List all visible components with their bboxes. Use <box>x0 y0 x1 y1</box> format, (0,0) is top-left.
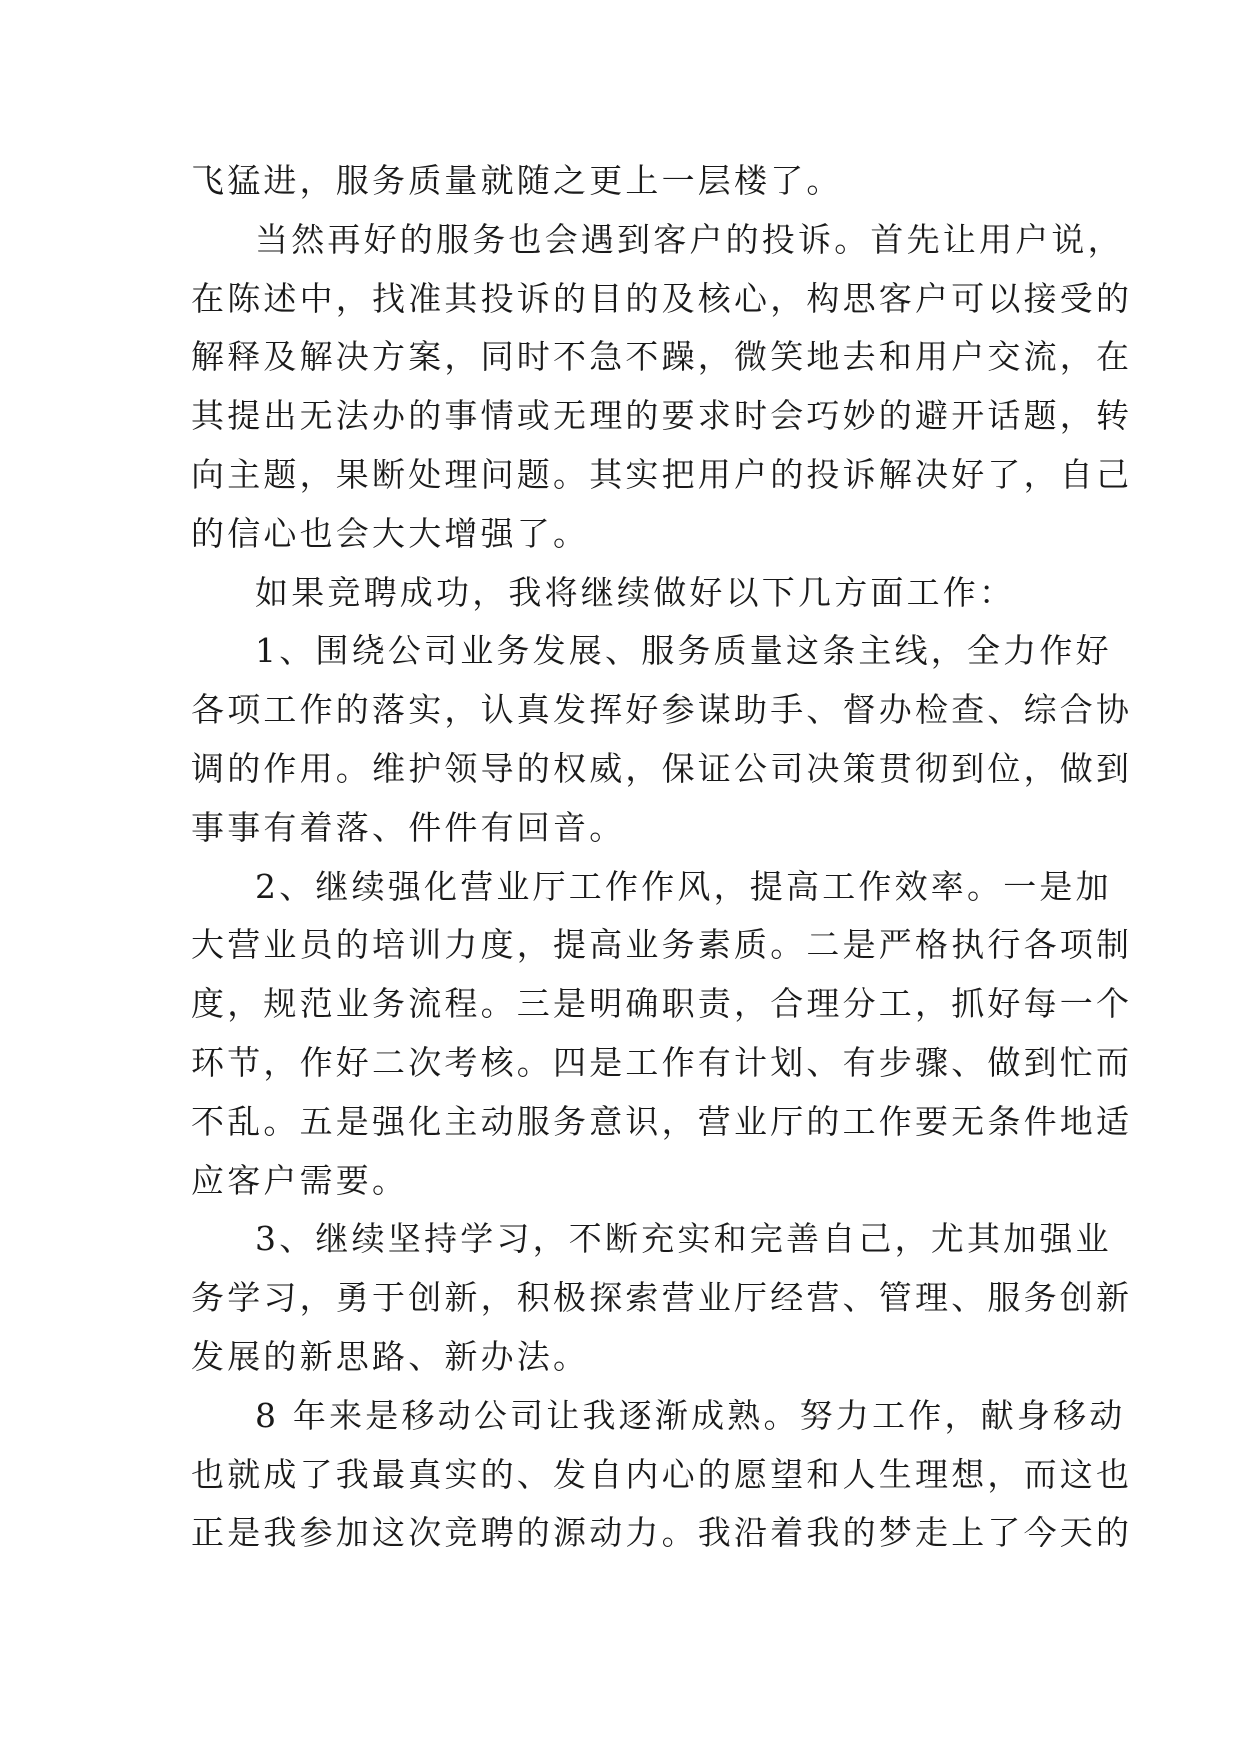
body-text <box>191 152 1133 1563</box>
text-line: 大营业员的培训力度，提高业务素质。二是严格执行各项制 <box>191 925 1133 965</box>
text-line: 务学习，勇于创新，积极探索营业厅经营、管理、服务创新 <box>191 1278 1133 1318</box>
text-line: 当然再好的服务也会遇到客户的投诉。首先让用户说， <box>255 219 1124 259</box>
text-line: 如果竞聘成功，我将继续做好以下几方面工作： <box>255 572 1016 612</box>
text-line: 也就成了我最真实的、发自内心的愿望和人生理想，而这也 <box>191 1454 1133 1494</box>
text-line: 环节，作好二次考核。四是工作有计划、有步骤、做到忙而 <box>191 1042 1133 1082</box>
text-line: 飞猛进，服务质量就随之更上一层楼了。 <box>191 161 843 200</box>
text-line: 1、围绕公司业务发展、服务质量这条主线，全力作好 <box>255 631 1112 671</box>
text-line: 其提出无法办的事情或无理的要求时会巧妙的避开话题，转 <box>191 396 1133 436</box>
text-line: 3、继续坚持学习，不断充实和完善自己，尤其加强业 <box>255 1219 1112 1259</box>
text-line: 各项工作的落实，认真发挥好参谋助手、督办检查、综合协 <box>191 690 1133 730</box>
text-line: 事事有着落、件件有回音。 <box>191 807 626 847</box>
text-line: 发展的新思路、新办法。 <box>191 1336 590 1376</box>
text-line: 调的作用。维护领导的权威，保证公司决策贯彻到位，做到 <box>191 748 1133 788</box>
text-line: 应客户需要。 <box>191 1160 409 1200</box>
text-line: 正是我参加这次竞聘的源动力。我沿着我的梦走上了今天的 <box>191 1513 1133 1553</box>
text-line: 度，规范业务流程。三是明确职责，合理分工，抓好每一个 <box>191 984 1133 1024</box>
text-line: 8 年来是移动公司让我逐渐成熟。努力工作，献身移动 <box>255 1395 1126 1435</box>
text-line: 不乱。五是强化主动服务意识，营业厅的工作要无条件地适 <box>191 1101 1133 1141</box>
text-line: 2、继续强化营业厅工作作风，提高工作效率。一是加 <box>255 866 1112 906</box>
text-line: 的信心也会大大增强了。 <box>191 513 590 553</box>
text-line: 在陈述中，找准其投诉的目的及核心，构思客户可以接受的 <box>191 278 1133 318</box>
text-line: 解释及解决方案，同时不急不躁，微笑地去和用户交流，在 <box>191 337 1133 377</box>
text-line: 向主题，果断处理问题。其实把用户的投诉解决好了，自己 <box>191 454 1133 494</box>
